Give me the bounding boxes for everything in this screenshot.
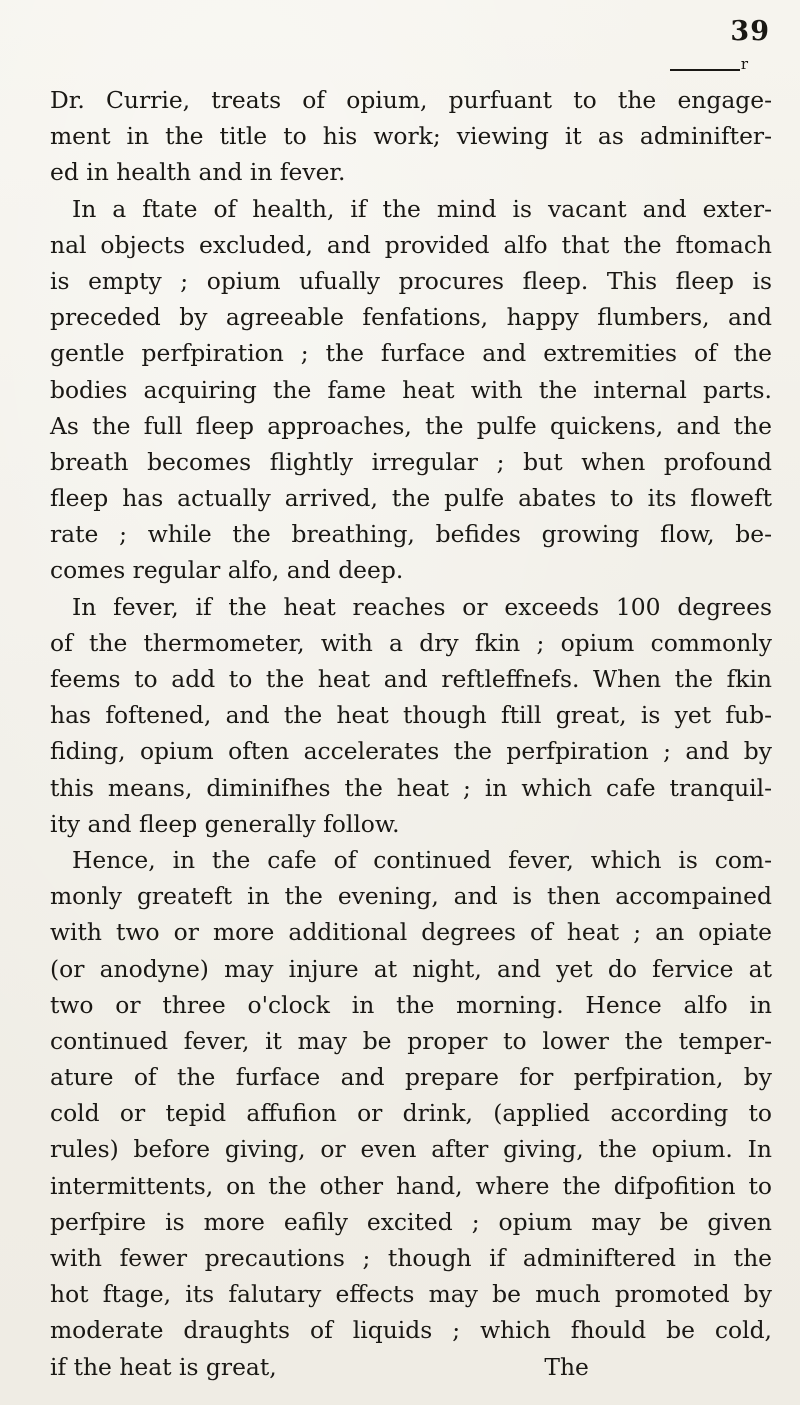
text-line: Hence, in the cafe of continued fever, which is com- — [72, 845, 772, 874]
text-line: (or anodyne) may injure at night, and yet do fervice at — [50, 954, 772, 983]
text-line: perfpire is more eafily excited ; opium may be given — [50, 1207, 772, 1236]
text-line: with two or more additional degrees of heat ; an opiate — [50, 918, 772, 947]
text-line: continued fever, it may be proper to lower the temper- — [50, 1026, 772, 1055]
text-line: rate ; while the breathing, befides growing flow, be- — [50, 520, 772, 549]
text-line: rules) before giving, or even after giving, the opium. In — [50, 1135, 772, 1164]
text-line: bodies acquiring the fame heat with the internal parts. — [50, 375, 772, 404]
text-line: of the thermometer, with a dry fkin ; opium commonly — [50, 628, 772, 657]
signature-mark — [670, 55, 756, 74]
text-line: fleep has actually arrived, the pulfe abates to its floweft — [50, 484, 772, 513]
text-line: breath becomes flightly irregular ; but when profound — [50, 447, 772, 476]
text-line: nal objects excluded, and provided alfo that the ftomach — [50, 230, 772, 259]
text-line: feems to add to the heat and reftleffnefs. When the fkin — [50, 665, 772, 693]
text-line: ature of the furface and prepare for perfpiration, by — [50, 1063, 772, 1092]
signature-rule — [670, 69, 740, 71]
text-line: intermittents, on the other hand, where the difpofition to — [50, 1171, 772, 1200]
text-line: cold or tepid affufion or drink, (applied according to — [50, 1099, 772, 1128]
text-line: comes regular alfo, and deep. — [50, 556, 404, 585]
body-text — [50, 82, 772, 1385]
text-line: preceded by agreeable fenfations, happy flumbers, and — [50, 303, 772, 332]
text-line: fiding, opium often accelerates the perfpiration ; and by — [50, 737, 772, 766]
text-line: ity and fleep generally follow. — [50, 809, 400, 838]
text-line: gentle perfpiration ; the furface and extremities of the — [50, 339, 772, 368]
signature-letter: r — [740, 55, 748, 73]
text-line: with fewer precautions ; though if adminiftered in the — [50, 1244, 772, 1272]
text-line: In a ftate of health, if the mind is vacant and exter- — [72, 194, 772, 223]
text-line: if the heat is great, The — [50, 1352, 589, 1381]
text-line: two or three o'clock in the morning. Hence alfo in — [50, 990, 772, 1019]
text-line: Dr. Currie, treats of opium, purfuant to the engage- — [50, 86, 772, 114]
text-line: In fever, if the heat reaches or exceeds 100 degrees — [72, 592, 772, 621]
text-line: this means, diminifhes the heat ; in which cafe tranquil- — [50, 773, 772, 802]
text-line: is empty ; opium ufually procures fleep. This fleep is — [50, 266, 772, 295]
text-line: As the full fleep approaches, the pulfe quickens, and the — [50, 411, 772, 440]
page-number: 39 — [730, 16, 770, 47]
text-line: moderate draughts of liquids ; which fhould be cold, — [50, 1316, 772, 1345]
text-line: hot ftage, its falutary effects may be much promoted by — [50, 1280, 772, 1309]
text-line: ment in the title to his work; viewing it as adminifter- — [50, 122, 772, 151]
text-line: has foftened, and the heat though ftill great, is yet fub- — [50, 701, 772, 730]
text-line: monly greateft in the evening, and is then accompained — [50, 882, 772, 911]
text-line: ed in health and in fever. — [50, 158, 346, 187]
